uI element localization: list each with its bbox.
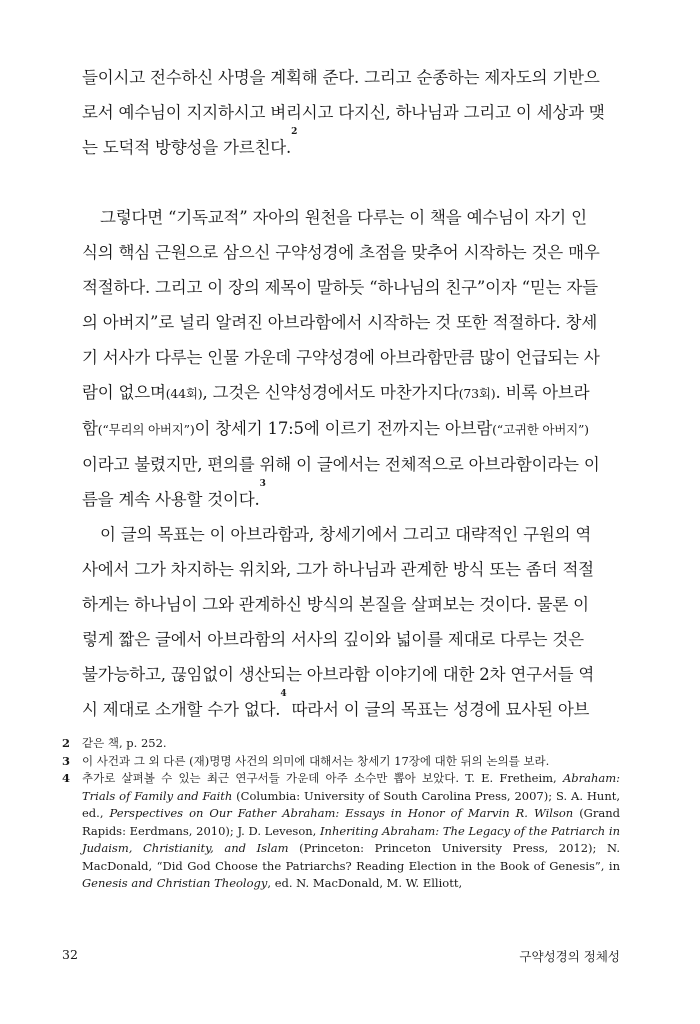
text-line: 이 글의 목표는 이 아브라함과, 창세기에서 그리고 대략적인 구원의 역 — [100, 525, 592, 544]
book-title: Perspectives on Our Father Abraham: Essays in Honor of Marvin R. Wilson — [109, 806, 574, 820]
text-line: 는 도덕적 방향성을 가르친다. — [82, 138, 292, 157]
text-segment: . 비록 아브라 — [495, 383, 590, 402]
text-line: 렇게 짧은 글에서 아브라함의 서사의 깊이와 넓이를 제대로 다루는 것은 — [82, 630, 584, 649]
name-meaning-note: (“무리의 아버지”) — [97, 422, 195, 437]
book-title: Inheriting Abraham: The Legacy of the Patriarch in Judaism, Christianity, and Islam — [82, 823, 620, 855]
text-segment: 람이 없으며 — [82, 383, 166, 402]
name-meaning-note: (“고귀한 아버지”) — [492, 422, 589, 437]
text-segment: 따라서 이 글의 목표는 성경에 묘사된 아브 — [286, 700, 590, 719]
footnote-number: 4 — [62, 771, 71, 785]
footnote-segment: (Columbia: University of South Carolina Press, 2007); S. A. Hunt, ed., — [82, 788, 620, 820]
footnote-segment: (Princeton: Princeton University Press, 2012); N. MacDonald, “Did God Choose the Patriarchs? Reading Election in the Book of Genesis”, in — [82, 841, 620, 873]
book-title: Abraham: Trials of Family and Faith — [82, 771, 620, 803]
footnote-segment: (Grand Rapids: Eerdmans, 2010); J. D. Leveson, — [82, 806, 620, 838]
text-line: 그렇다면 “기독교적” 자아의 원천을 다루는 이 책을 예수님이 자기 인 — [100, 208, 587, 227]
running-head: 구약성경의 정체성 — [519, 949, 620, 964]
count-note: (73회) — [458, 386, 496, 401]
footnote-segment: , ed. N. MacDonald, M. W. Elliott, — [267, 876, 463, 890]
book-title: Genesis and Christian Theology — [82, 876, 268, 890]
footnote-segment: 추가로 살펴볼 수 있는 최근 연구서들 가운데 아주 소수만 뽑아 보았다. T. E. Fretheim, — [82, 771, 563, 785]
footnote — [62, 753, 620, 771]
paragraph-2 — [82, 200, 620, 517]
text-line: 적절하다. 그리고 이 장의 제목이 말하듯 “하나님의 친구”이자 “믿는 자들 — [82, 278, 598, 297]
footnotes — [62, 735, 620, 893]
body-text — [82, 60, 620, 727]
footnote-text: 이 사건과 그 외 다른 (재)명명 사건의 의미에 대해서는 창세기 17장에 대한 뒤의 논의를 보라. — [82, 753, 550, 768]
footnote-ref[interactable]: 4 — [280, 689, 287, 699]
text-line: 들이시고 전수하신 사명을 계획해 준다. 그리고 순종하는 제자도의 기반으 — [82, 68, 600, 87]
paragraph-3 — [82, 517, 620, 727]
text-segment: 시 제대로 소개할 수가 없다. — [82, 700, 281, 719]
footnote-number: 2 — [62, 736, 71, 750]
text-segment: , 그것은 신약성경에서도 마찬가지다 — [202, 383, 459, 402]
text-line: 로서 예수님이 지지하시고 벼리시고 다지신, 하나님과 그리고 이 세상과 맺 — [82, 103, 605, 122]
footnote-ref[interactable]: 3 — [259, 479, 266, 489]
text-line: 기 서사가 다루는 인물 가운데 구약성경에 아브라함만큼 많이 언급되는 사 — [82, 348, 600, 367]
text-line: 하게는 하나님이 그와 관계하신 방식의 본질을 살펴보는 것이다. 물론 이 — [82, 595, 589, 614]
text-line: 식의 핵심 근원으로 삼으신 구약성경에 초점을 맞추어 시작하는 것은 매우 — [82, 243, 600, 262]
text-line: 불가능하고, 끊임없이 생산되는 아브라함 이야기에 대한 2차 연구서들 역 — [82, 665, 595, 684]
paragraph-spacer — [82, 165, 620, 200]
text-line: 이라고 불렸지만, 편의를 위해 이 글에서는 전체적으로 아브라함이라는 이 — [82, 455, 600, 474]
footnote-text — [82, 770, 620, 893]
footnote-ref[interactable]: 2 — [291, 127, 298, 137]
text-segment: 이 창세기 17:5에 이르기 전까지는 아브람 — [194, 419, 493, 438]
count-note: (44회) — [165, 386, 203, 401]
text-line: 름을 계속 사용할 것이다. — [82, 490, 260, 509]
footnote — [62, 735, 620, 753]
footnote — [62, 770, 620, 893]
footnote-text: 같은 책, p. 252. — [82, 736, 167, 750]
text-line: 의 아버지”로 널리 알려진 아브라함에서 시작하는 것 또한 적절하다. 창세 — [82, 313, 598, 332]
paragraph-1 — [82, 60, 620, 165]
page-number: 32 — [62, 947, 78, 962]
footnote-number: 3 — [62, 753, 71, 768]
text-line: 사에서 그가 차지하는 위치와, 그가 하나님과 관계한 방식 또는 좀더 적절 — [82, 560, 594, 579]
text-segment: 함 — [82, 419, 98, 438]
